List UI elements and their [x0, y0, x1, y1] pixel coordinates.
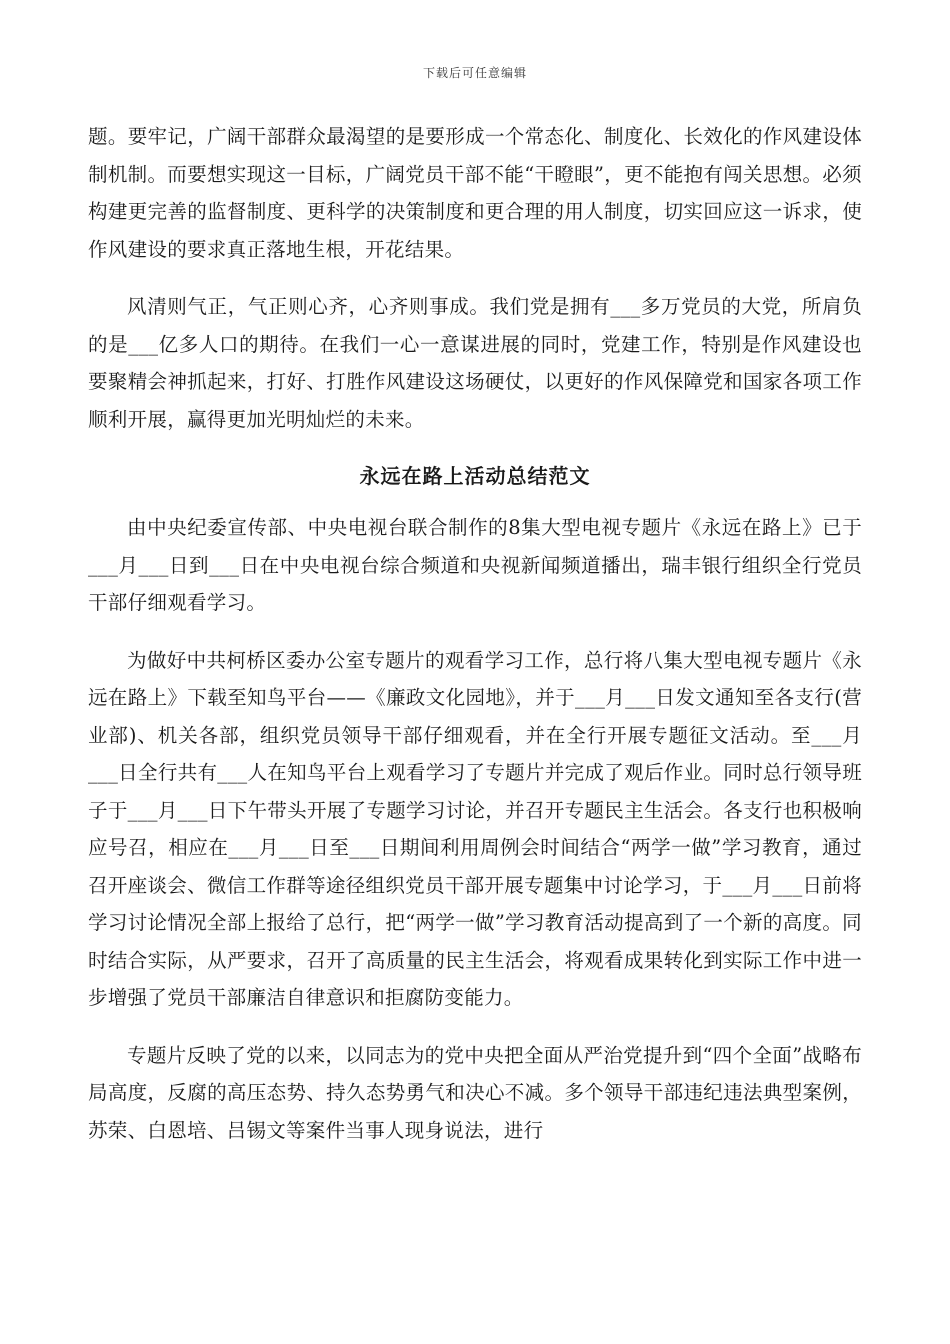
- document-body: [88, 118, 862, 1169]
- section-title: 永远在路上活动总结范文: [359, 464, 591, 488]
- paragraph-broadcast-intro: 由中央纪委宣传部、中央电视台联合制作的8集大型电视专题片《永远在路上》已于___月___日到___日在中央电视台综合频道和央视新闻频道播出，瑞丰银行组织全行党员干部仔细观看学习。: [88, 516, 862, 614]
- paragraph-film-content: 专题片反映了党的以来，以同志为的党中央把全面从严治党提升到“四个全面”战略布局高度，反腐的高压态势、持久态势勇气和决心不减。多个领导干部违纪违法典型案例，苏荣、白恩培、吕锡文等案件当事人现身说法，进行: [88, 1043, 862, 1142]
- paragraph-study-arrangements: 为做好中共柯桥区委办公室专题片的观看学习工作，总行将八集大型电视专题片《永远在路上》下载至知鸟平台——《廉政文化园地》，并于___月___日发文通知至各支行(营业部)、机关各部，组织党员领导干部仔细观看，并在全行开展专题征文活动。至___月___日全行共有___人在知鸟平台上观看学习了专题片并完成了观后作业。同时总行领导班子于___月___日下午带头开展了专题学习讨论，并召开专题民主生活会。各支行也积极响应号召，相应在___月___日至___日期间利用周例会时间结合“两学一做”学习教育，通过召开座谈会、微信工作群等途径组织党员干部开展专题集中讨论学习，于___月___日前将学习讨论情况全部上报给了总行，把“两学一做”学习教育活动提高到了一个新的高度。同时结合实际，从严要求，召开了高质量的民主生活会，将观看成果转化到实际工作中进一步增强了党员干部廉洁自律意识和拒腐防变能力。: [88, 648, 862, 1009]
- page-header-note: 下载后可任意编辑: [422, 66, 527, 80]
- paragraph-style-conclusion: 风清则气正，气正则心齐，心齐则事成。我们党是拥有___多万党员的大党，所肩负的是___亿多人口的期待。在我们一心一意谋进展的同时，党建工作，特别是作风建设也要聚精会神抓起来，打好、打胜作风建设这场硬仗，以更好的作风保障党和国家各项工作顺利开展，赢得更加光明灿烂的未来。: [88, 295, 862, 431]
- paragraph-continuation: 题。要牢记，广阔干部群众最渴望的是要形成一个常态化、制度化、长效化的作风建设体制机制。而要想实现这一目标，广阔党员干部不能“干瞪眼”，更不能抱有闯关思想。必须构建更完善的监督制度、更科学的决策制度和更合理的用人制度，切实回应这一诉求，使作风建设的要求真正落地生根，开花结果。: [88, 125, 862, 261]
